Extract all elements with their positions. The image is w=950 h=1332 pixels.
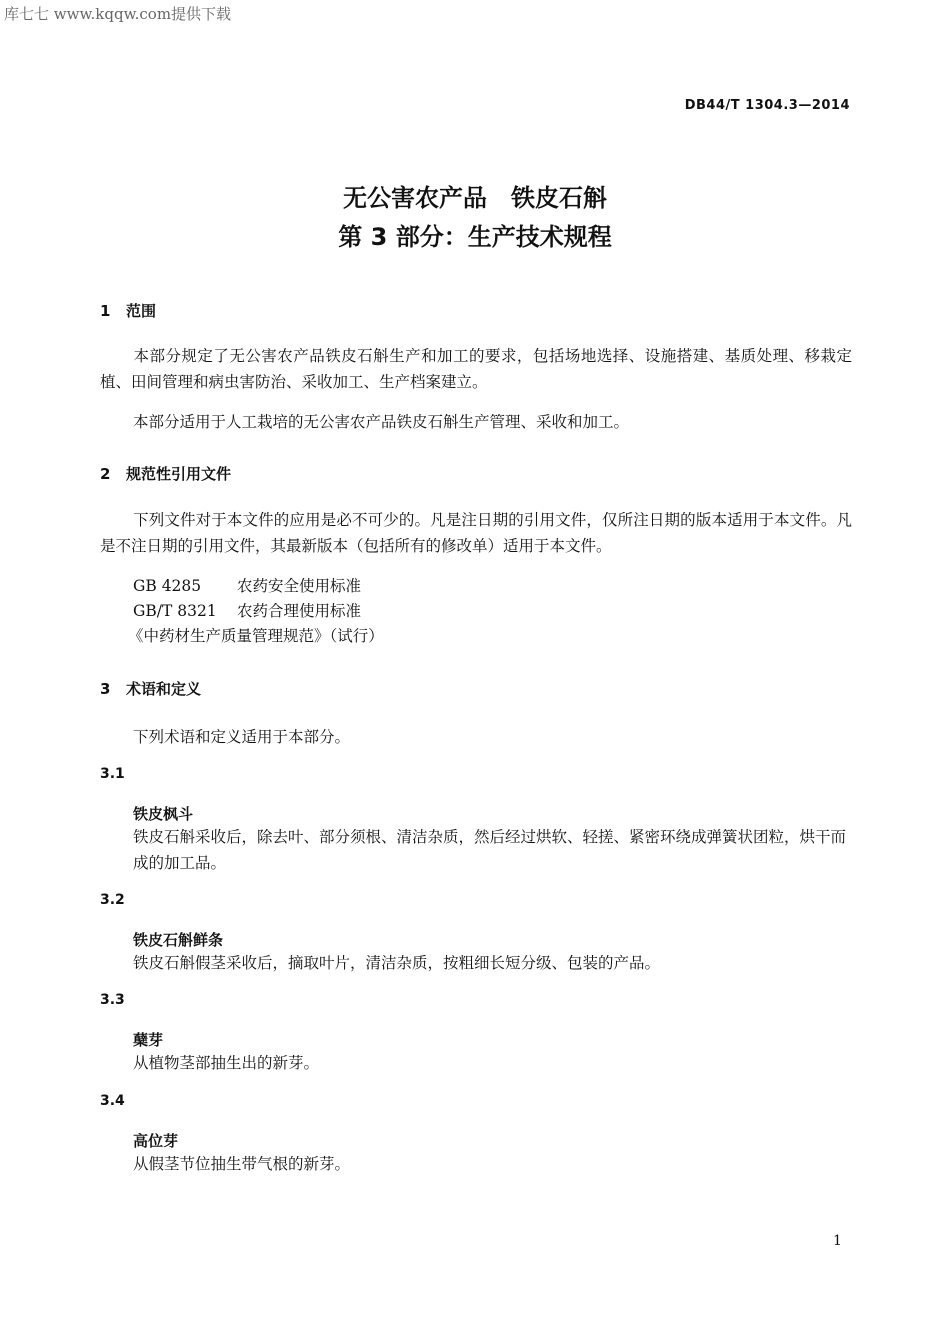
term-number: 3.1 xyxy=(100,766,125,782)
term-number: 3.3 xyxy=(100,992,125,1008)
term-name: 铁皮枫斗 xyxy=(133,805,194,823)
standard-code: DB44/T 1304.3—2014 xyxy=(684,98,850,113)
paragraph-text: 下列文件对于本文件的应用是必不可少的。凡是注日期的引用文件，仅所注日期的版本适用于本文件。凡是不注日期的引用文件，其最新版本（包括所有的修改单）适用于本文件。 xyxy=(100,511,852,555)
section-1-paragraph-2 xyxy=(100,409,852,435)
section-title: 术语和定义 xyxy=(126,680,202,698)
term-name: 高位芽 xyxy=(133,1132,179,1150)
watermark-text: 库七七 www.kqqw.com提供下载 xyxy=(4,5,232,23)
term-name: 蘖芽 xyxy=(133,1031,164,1049)
section-title: 规范性引用文件 xyxy=(126,465,232,483)
section-number: 3 xyxy=(100,680,111,698)
page-number: 1 xyxy=(833,1233,842,1249)
reference-code: GB 4285 xyxy=(133,577,202,595)
term-number: 3.2 xyxy=(100,892,125,908)
term-definition: 从假茎节位抽生带气根的新芽。 xyxy=(133,1155,351,1173)
section-1-paragraph-1 xyxy=(100,343,852,395)
reference-item xyxy=(133,574,361,596)
term-definition: 铁皮石斛采收后，除去叶、部分须根、清洁杂质，然后经过烘软、轻搓、紧密环绕成弹簧状团粒，烘干而成的加工品。 xyxy=(133,828,847,872)
paragraph-text: 本部分适用于人工栽培的无公害农产品铁皮石斛生产管理、采收和加工。 xyxy=(133,413,630,431)
section-number: 1 xyxy=(100,302,111,320)
reference-title: 农药合理使用标准 xyxy=(237,602,362,620)
paragraph-text: 下列术语和定义适用于本部分。 xyxy=(133,728,351,746)
reference-code: GB/T 8321 xyxy=(133,602,217,620)
term-definition: 从植物茎部抽生出的新芽。 xyxy=(133,1054,320,1072)
document-title-line1: 无公害农产品 铁皮石斛 xyxy=(343,184,607,212)
paragraph-text: 本部分规定了无公害农产品铁皮石斛生产和加工的要求，包括场地选择、设施搭建、基质处理、移栽定植、田间管理和病虫害防治、采收加工、生产档案建立。 xyxy=(100,347,852,391)
term-number: 3.4 xyxy=(100,1093,125,1109)
section-title: 范围 xyxy=(126,302,157,320)
section-3-paragraph-1 xyxy=(100,724,852,750)
term-definition: 铁皮石斛假茎采收后，摘取叶片，清洁杂质，按粗细长短分级、包装的产品。 xyxy=(133,954,661,972)
reference-item: 《中药材生产质量管理规范》（试行） xyxy=(128,627,384,645)
section-3-heading xyxy=(100,678,201,699)
section-2-paragraph-1 xyxy=(100,507,852,559)
section-1-heading xyxy=(100,300,156,321)
section-2-heading xyxy=(100,463,231,484)
reference-title: 农药安全使用标准 xyxy=(237,577,362,595)
document-title-line2: 第 3 部分：生产技术规程 xyxy=(338,223,612,251)
section-number: 2 xyxy=(100,465,111,483)
reference-item xyxy=(133,599,361,621)
term-name: 铁皮石斛鲜条 xyxy=(133,931,224,949)
